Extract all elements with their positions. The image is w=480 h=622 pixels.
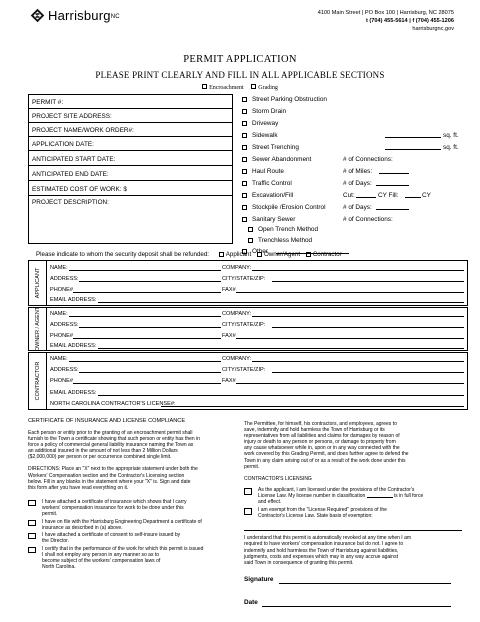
- days-input[interactable]: [376, 204, 409, 210]
- work-item-label: Street Parking Obstruction: [252, 96, 327, 103]
- licensing-heading: CONTRACTOR'S LICENSING: [244, 475, 312, 482]
- contractor-fax-input[interactable]: [236, 383, 464, 384]
- text-line: insurance as described in (a) above.: [42, 525, 123, 532]
- text-line: The Permittee, for himself, his contractors, and employees, agrees to: [244, 421, 397, 427]
- project-info-box: [28, 94, 233, 244]
- deposit-option-applicant[interactable]: [219, 251, 251, 258]
- grading-label: Grading: [258, 84, 278, 91]
- address-label: ADDRESS:: [50, 276, 79, 282]
- text-line: DIRECTIONS: Place an "X" next to the appropriate statement under both the: [28, 466, 198, 473]
- text-line: said Town in consequence of granting this permit.: [244, 559, 354, 566]
- contractor-side-label: [29, 353, 47, 409]
- insurance-option-self-insure[interactable]: [28, 532, 234, 544]
- deposit-option-contractor[interactable]: [306, 251, 342, 258]
- field-label: PROJECT NAME/WORK ORDER#:: [32, 127, 134, 134]
- field-label: APPLICATION DATE:: [32, 141, 94, 148]
- address-label: ADDRESS:: [50, 322, 79, 328]
- work-item-label: Haul Route: [252, 168, 284, 175]
- checkbox-icon[interactable]: [242, 217, 247, 222]
- checkbox-icon[interactable]: [219, 252, 224, 257]
- text-line: and effect.: [258, 499, 282, 506]
- company-label: COMPANY:: [222, 356, 252, 362]
- owner-address-input[interactable]: [79, 327, 221, 328]
- contact-address: 4100 Main Street | PO Box 100 | Harrisburg, NC 28075: [317, 10, 454, 16]
- date-label: Date: [244, 599, 258, 606]
- option-label: Applicant: [225, 251, 252, 258]
- method-trenchless[interactable]: [248, 237, 312, 244]
- text-line: North Carolina.: [42, 563, 76, 570]
- owner-agent-section: [28, 307, 468, 351]
- license-label: NORTH CAROLINA CONTRACTOR'S LICENSE#:: [50, 401, 176, 407]
- contractor-phone-input[interactable]: [73, 383, 221, 384]
- cut-label: Cut:: [343, 192, 355, 199]
- end-date-field[interactable]: [29, 166, 232, 181]
- work-item-driveway[interactable]: [242, 120, 278, 127]
- harrisburg-logo-icon: [30, 8, 45, 23]
- phone-label: PHONE#: [50, 287, 74, 293]
- insurance-option-certify[interactable]: [28, 546, 234, 570]
- side-label-text: OWNER / AGENT: [34, 306, 41, 352]
- fax-label: FAX#: [222, 378, 236, 384]
- work-item-label: Trenchless Method: [258, 237, 313, 244]
- work-item-label: Open Trench Method: [258, 226, 319, 233]
- checkbox-icon[interactable]: [244, 488, 252, 495]
- text-line: I shall not employ any person in any manner so as to: [42, 551, 160, 558]
- insurance-heading: CERTIFICATE OF INSURANCE AND LICENSE COMPLIANCE: [28, 418, 186, 424]
- trenching-sqft-input[interactable]: [385, 144, 441, 150]
- text-line: Workers' Compensation section and the Contractor's Licensing section: [28, 472, 185, 479]
- owner-fax-input[interactable]: [236, 338, 464, 339]
- name-label: NAME:: [50, 356, 68, 362]
- text-line: I have attached a certificate of insurance which shows that I carry: [42, 498, 187, 505]
- applicant-side-label: [29, 261, 47, 305]
- logo-suffix: NC: [110, 14, 120, 20]
- connections-label: # of Connections:: [343, 156, 393, 163]
- form-title: PERMIT APPLICATION: [183, 54, 297, 65]
- phone-label: PHONE#: [50, 333, 74, 339]
- owner-phone-input[interactable]: [73, 338, 221, 339]
- work-item-label: Traffic Control: [252, 180, 292, 187]
- text-line: permit.: [244, 463, 260, 470]
- checkbox-icon[interactable]: [242, 97, 247, 102]
- work-item-street-parking[interactable]: [242, 96, 327, 103]
- contact-block: [318, 9, 454, 33]
- license-number-input[interactable]: [367, 493, 393, 498]
- text-line: work covered by this Grading Permit, and does further agree to defend the: [244, 451, 409, 458]
- checkbox-icon[interactable]: [248, 227, 253, 232]
- licensing-option-licensed[interactable]: [244, 487, 464, 505]
- applicant-address-input[interactable]: [79, 281, 221, 282]
- work-item-label: Stockpile /Erosion Control: [252, 204, 326, 211]
- city-label: CITY/STATE/ZIP:: [222, 367, 266, 373]
- text-line: injury or death to any person or persons, or damage to property from: [244, 439, 396, 446]
- text-line: Town in any claim arising out of or as a result of the work done under this: [244, 457, 406, 464]
- checkbox-icon[interactable]: [28, 547, 36, 553]
- application-date-field[interactable]: [29, 137, 232, 151]
- work-item-label: Street Trenching: [252, 144, 299, 151]
- applicant-phone-input[interactable]: [73, 292, 221, 293]
- checkbox-icon[interactable]: [244, 508, 252, 515]
- fill-input[interactable]: [405, 192, 421, 198]
- text-line: the Director.: [42, 538, 69, 545]
- text-fragment: is in full force: [394, 492, 424, 499]
- text-line: become subject of the workers' compensation laws of: [42, 557, 161, 564]
- owner-city-input[interactable]: [272, 327, 464, 328]
- grading-option[interactable]: [251, 85, 278, 91]
- text-line: indemnify and hold harmless the Town of Harrisburg against liabilities,: [244, 547, 399, 554]
- signature-line[interactable]: [279, 583, 451, 584]
- encroachment-option[interactable]: [202, 85, 244, 91]
- text-line: required to have workers' compensation insurance but do not. I agree to: [244, 541, 404, 548]
- permit-number-field[interactable]: [29, 95, 232, 109]
- checkbox-icon[interactable]: [306, 252, 311, 257]
- email-label: EMAIL ADDRESS:: [50, 343, 97, 349]
- checkbox-icon[interactable]: [251, 84, 256, 89]
- insurance-option-on-file[interactable]: [28, 519, 234, 531]
- text-line: representatives from all liabilities and claims for damages by reason of: [244, 433, 400, 440]
- work-item-haul-route[interactable]: [242, 168, 462, 175]
- fax-label: FAX#: [222, 333, 236, 339]
- side-label-text: APPLICANT: [34, 267, 41, 299]
- permit-type-options: [0, 84, 480, 91]
- contractor-email-input[interactable]: [98, 395, 464, 396]
- work-item-label: Storm Drain: [252, 108, 287, 115]
- owner-name-input[interactable]: [69, 316, 221, 317]
- field-label: PROJECT DESCRIPTION:: [32, 199, 109, 206]
- estimated-cost-field[interactable]: [29, 181, 232, 196]
- work-item-sewer-abandonment[interactable]: [242, 156, 462, 163]
- revocation-paragraph: [244, 535, 464, 565]
- text-line: permit.: [42, 511, 58, 518]
- text-line: save, indemnify and hold harmless the Town of Harrisburg or its: [244, 427, 385, 434]
- text-line: Contractor's License Law. State basis of exemption:: [258, 513, 373, 520]
- checkbox-icon[interactable]: [28, 520, 36, 526]
- insurance-paragraph: [28, 430, 234, 460]
- company-label: COMPANY:: [222, 265, 252, 271]
- text-fragment: License Law. My license number in classification: [258, 492, 366, 499]
- liability-section: [244, 421, 464, 566]
- sqft-unit: sq. ft.: [443, 144, 459, 151]
- project-name-field[interactable]: [29, 123, 232, 137]
- company-label: COMPANY:: [222, 311, 252, 317]
- contractor-section: [28, 352, 468, 410]
- text-line: I am exempt from the "License Required" provisions of the: [258, 507, 387, 514]
- start-date-field[interactable]: [29, 151, 232, 166]
- text-line: I understand that this permit is automatically revoked at any time when I am: [244, 535, 412, 542]
- contractor-address-input[interactable]: [79, 372, 221, 373]
- miles-label: # of Miles:: [343, 168, 373, 175]
- email-label: EMAIL ADDRESS:: [50, 297, 97, 303]
- text-line: I certify that in the performance of the work for which this permit is issued: [42, 545, 204, 552]
- checkbox-icon[interactable]: [242, 169, 247, 174]
- contractor-name-input[interactable]: [69, 361, 221, 362]
- text-line: Each person or entity prior to the granting of an encroachment permit shall: [28, 430, 193, 436]
- checkbox-icon[interactable]: [248, 238, 253, 243]
- phone-label: PHONE#: [50, 378, 74, 384]
- directions-paragraph: [28, 466, 234, 490]
- text-line: an additional insured in the amount of not less than 2 Million Dollars: [28, 448, 178, 455]
- checkbox-icon[interactable]: [242, 121, 247, 126]
- option-label: Contractor: [312, 251, 342, 258]
- work-item-sanitary-sewer[interactable]: [242, 216, 462, 223]
- miles-input[interactable]: [379, 168, 409, 174]
- text-line: As the applicant, I am licensed under the provisions of the Contractor's: [258, 486, 415, 493]
- method-open-trench[interactable]: [248, 226, 318, 233]
- text-line: I have on file with the Harrisburg Engineering Department a certificate of: [42, 519, 202, 526]
- connections-label: # of Connections:: [343, 216, 393, 223]
- indemnity-paragraph: [244, 421, 464, 470]
- work-item-label: Driveway: [252, 120, 279, 127]
- contractor-city-input[interactable]: [272, 372, 464, 373]
- text-line: force a policy of commercial general liability insurance naming the Town as: [28, 442, 194, 449]
- work-item-sidewalk[interactable]: [242, 132, 462, 139]
- city-label: CITY/STATE/ZIP:: [222, 276, 266, 282]
- work-item-storm-drain[interactable]: [242, 108, 286, 115]
- text-line: this form after you have read everything on it.: [28, 484, 129, 491]
- checkbox-icon[interactable]: [242, 181, 247, 186]
- text-line: judgments, costs and expenses which may in any way accrue against: [244, 553, 398, 560]
- encroachment-label: Encroachment: [209, 84, 244, 91]
- insurance-section: [28, 418, 234, 570]
- cy-fill-label: CY Fill:: [378, 192, 399, 199]
- field-label: ANTICIPATED START DATE:: [32, 156, 116, 163]
- applicant-email-input[interactable]: [98, 302, 464, 303]
- contractor-company-input[interactable]: [252, 361, 464, 362]
- date-line[interactable]: [262, 606, 451, 607]
- work-item-label: Sidewalk: [252, 132, 278, 139]
- text-line: I have attached a certificate of consent to self-insure issued by: [42, 532, 181, 539]
- checkbox-icon[interactable]: [242, 145, 247, 150]
- fax-label: FAX#: [222, 287, 236, 293]
- owner-email-input[interactable]: [98, 348, 464, 349]
- work-item-excavation-fill[interactable]: [242, 192, 462, 199]
- field-label: ESTIMATED COST OF WORK: $: [32, 186, 127, 193]
- applicant-city-input[interactable]: [272, 281, 464, 282]
- name-label: NAME:: [50, 311, 68, 317]
- applicant-company-input[interactable]: [252, 270, 464, 271]
- deposit-option-owner[interactable]: [257, 251, 300, 258]
- logo-wordmark: [48, 8, 120, 23]
- licensing-option-exempt[interactable]: [244, 507, 464, 519]
- contact-website: harrisburgnc.gov: [412, 26, 454, 32]
- sidewalk-sqft-input[interactable]: [385, 132, 441, 138]
- exemption-basis-line[interactable]: [244, 530, 462, 531]
- work-item-label: Sewer Abandonment: [252, 156, 312, 163]
- side-label-text: CONTRACTOR: [34, 361, 41, 401]
- email-label: EMAIL ADDRESS:: [50, 390, 97, 396]
- checkbox-icon[interactable]: [202, 84, 207, 89]
- project-description-field[interactable]: [29, 196, 232, 244]
- name-label: NAME:: [50, 265, 68, 271]
- cut-input[interactable]: [356, 192, 376, 198]
- work-item-label: Other: [252, 248, 268, 255]
- work-item-label: Sanitary Sewer: [252, 216, 296, 223]
- applicant-section: [28, 260, 468, 306]
- owner-side-label: [29, 308, 47, 350]
- work-item-stockpile[interactable]: [242, 204, 462, 211]
- days-label: # of Days:: [343, 180, 372, 187]
- insurance-option-attached[interactable]: [28, 499, 234, 517]
- option-label: Owner/Agent: [263, 251, 301, 258]
- checkbox-icon[interactable]: [28, 500, 36, 506]
- text-line: any cause whatsoever while in, upon or in any way connected with the: [244, 445, 400, 452]
- checkbox-icon[interactable]: [242, 109, 247, 114]
- contact-phone: t (704) 455-5614 | f (704) 455-1206: [365, 18, 454, 24]
- town-logo: [30, 8, 120, 23]
- field-label: PERMIT #:: [32, 99, 64, 106]
- checkbox-icon[interactable]: [242, 205, 247, 210]
- applicant-fax-input[interactable]: [236, 292, 464, 293]
- contractor-license-input[interactable]: [161, 406, 464, 407]
- text-line: ($2,000,000) per person or per occurrence combined single limit.: [28, 454, 172, 461]
- field-label: PROJECT SITE ADDRESS:: [32, 113, 112, 120]
- logo-name: Harrisburg: [48, 8, 111, 23]
- address-label: ADDRESS:: [50, 367, 79, 373]
- checkbox-icon[interactable]: [242, 157, 247, 162]
- owner-company-input[interactable]: [252, 316, 464, 317]
- checkbox-icon[interactable]: [257, 252, 262, 257]
- work-item-traffic-control[interactable]: [242, 180, 462, 187]
- applicant-name-input[interactable]: [69, 270, 221, 271]
- days-label: # of Days:: [343, 204, 372, 211]
- signature-label: Signature: [244, 576, 274, 583]
- city-label: CITY/STATE/ZIP:: [222, 322, 266, 328]
- form-subtitle: PLEASE PRINT CLEARLY AND FILL IN ALL APPLICABLE SECTIONS: [95, 70, 385, 80]
- checkbox-icon[interactable]: [28, 533, 36, 539]
- work-item-street-trenching[interactable]: [242, 144, 462, 151]
- work-item-label: Excavation/Fill: [252, 192, 294, 199]
- days-input[interactable]: [376, 180, 409, 186]
- deposit-prompt: Please indicate to whom the security deposit shall be refunded:: [36, 251, 210, 258]
- cy-unit: CY: [422, 192, 431, 199]
- text-line: furnish to the Town a certificate showing that such person or entity has then in: [28, 436, 200, 443]
- checkbox-icon[interactable]: [242, 133, 247, 138]
- text-line: below. Fill in any blanks in the statement where your "X" is. Sign and date: [28, 478, 191, 485]
- deposit-refund-row: [36, 251, 342, 258]
- text-line: workers' compensation insurance for work to be done under this: [42, 504, 184, 511]
- checkbox-icon[interactable]: [242, 193, 247, 198]
- field-label: ANTICIPATED END DATE:: [32, 171, 109, 178]
- site-address-field[interactable]: [29, 109, 232, 123]
- sqft-unit: sq. ft.: [443, 132, 459, 139]
